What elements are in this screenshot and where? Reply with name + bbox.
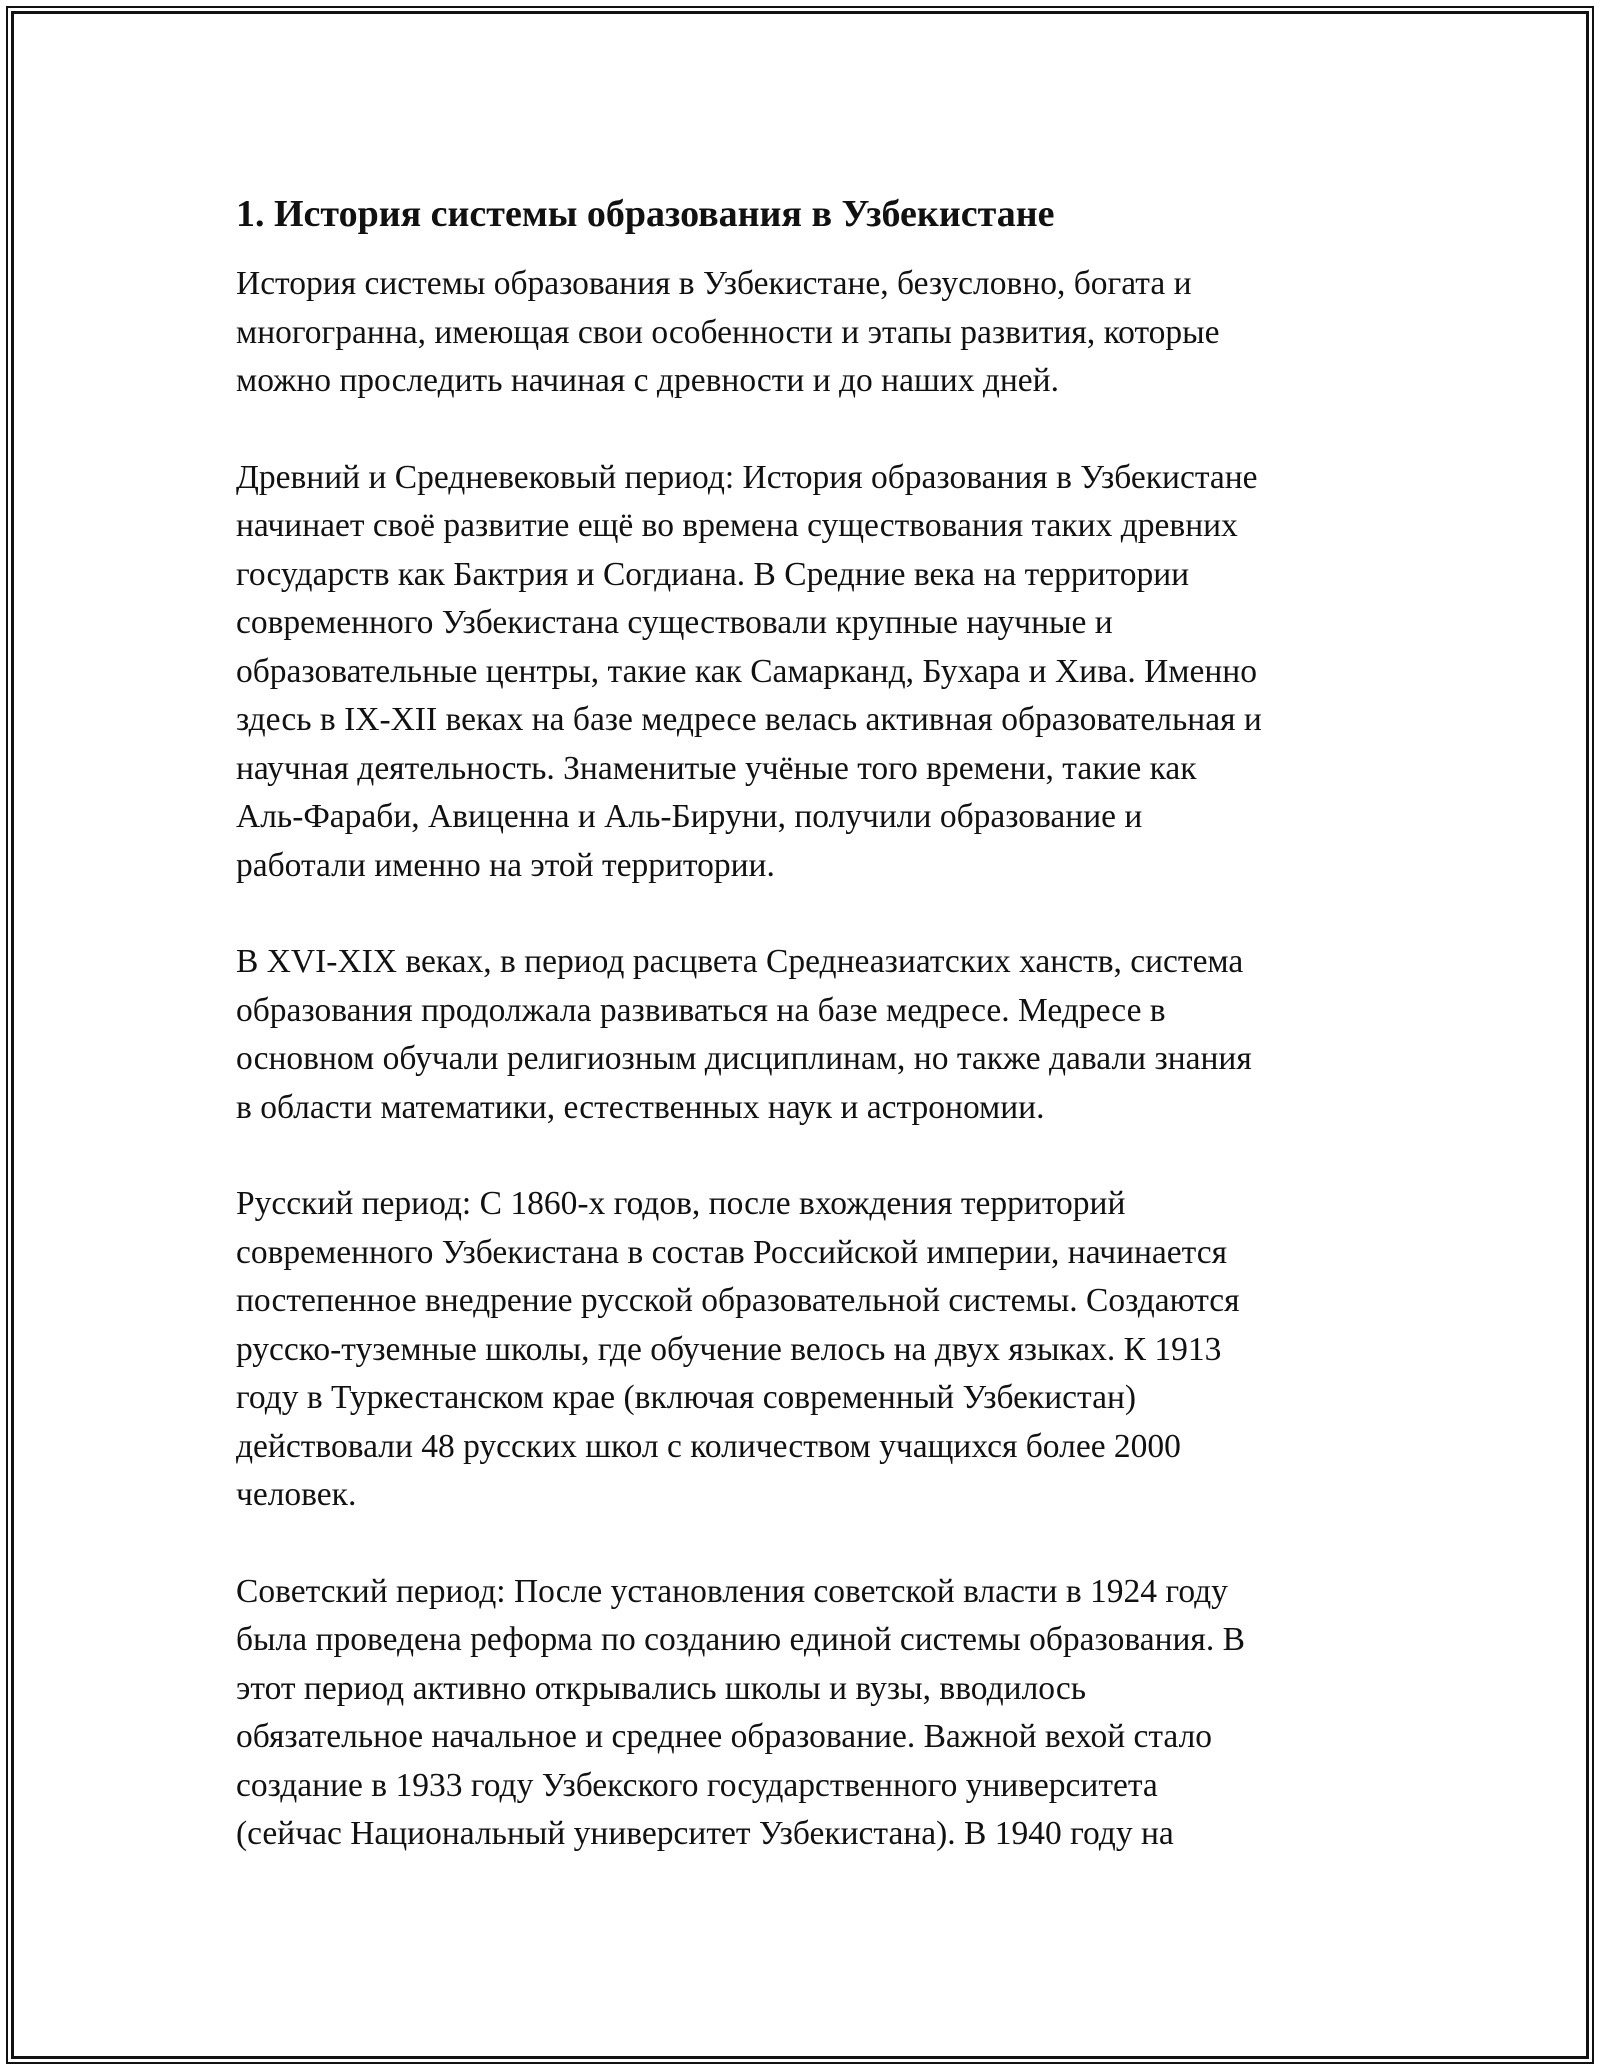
paragraph-russian-period: Русский период: С 1860-х годов, после вхождения территорий современного Узбекистана в состав Российской империи, начинается постепенное внедрение русской образовательной системы. Создаются русско-туземные школы, где обучение велось на двух языках. К 1913 году в Туркестанском крае (включая современный Узбекистан) действовали 48 русских школ с количеством учащихся более 2000 человек. — [236, 1185, 1240, 1513]
paragraph-khanates: В XVI-XIX веках, в период расцвета Среднеазиатских ханств, система образования продолжала развиваться на базе медресе. Медресе в основном обучали религиозным дисциплинам, но также давали знания в области математики, естественных наук и астрономии. — [236, 943, 1252, 1126]
section-heading: 1. История системы образования в Узбекистане — [236, 193, 1055, 235]
paragraph-ancient-medieval: Древний и Средневековый период: История образования в Узбекистане начинает своё развитие ещё во времена существования таких древних государств как Бактрия и Согдиана. В Средние века на территории современного Узбекистана существовали крупные научные и образовательные центры, такие как Самарканд, Бухара и Хива. Именно здесь в IX-XII веках на базе медресе велась активная образовательная и научная деятельность. Знаменитые учёные того времени, такие как Аль-Фараби, Авиценна и Аль-Бируни, получили образование и работали именно на этой территории. — [236, 458, 1262, 884]
paragraph-intro: История системы образования в Узбекистане, безусловно, богата и многогранна, имеющая свои особенности и этапы развития, которые можно проследить начиная с древности и до наших дней. — [236, 265, 1220, 399]
document-body — [236, 184, 1366, 1859]
paragraph-soviet-period: Советский период: После установления советской власти в 1924 году была проведена реформа по созданию единой системы образования. В этот период активно открывались школы и вузы, вводилось обязательное начальное и среднее образование. Важной вехой стало создание в 1933 году Узбекского государственного университета (сейчас Национальный университет Узбекистана). В 1940 году на — [236, 1572, 1245, 1852]
